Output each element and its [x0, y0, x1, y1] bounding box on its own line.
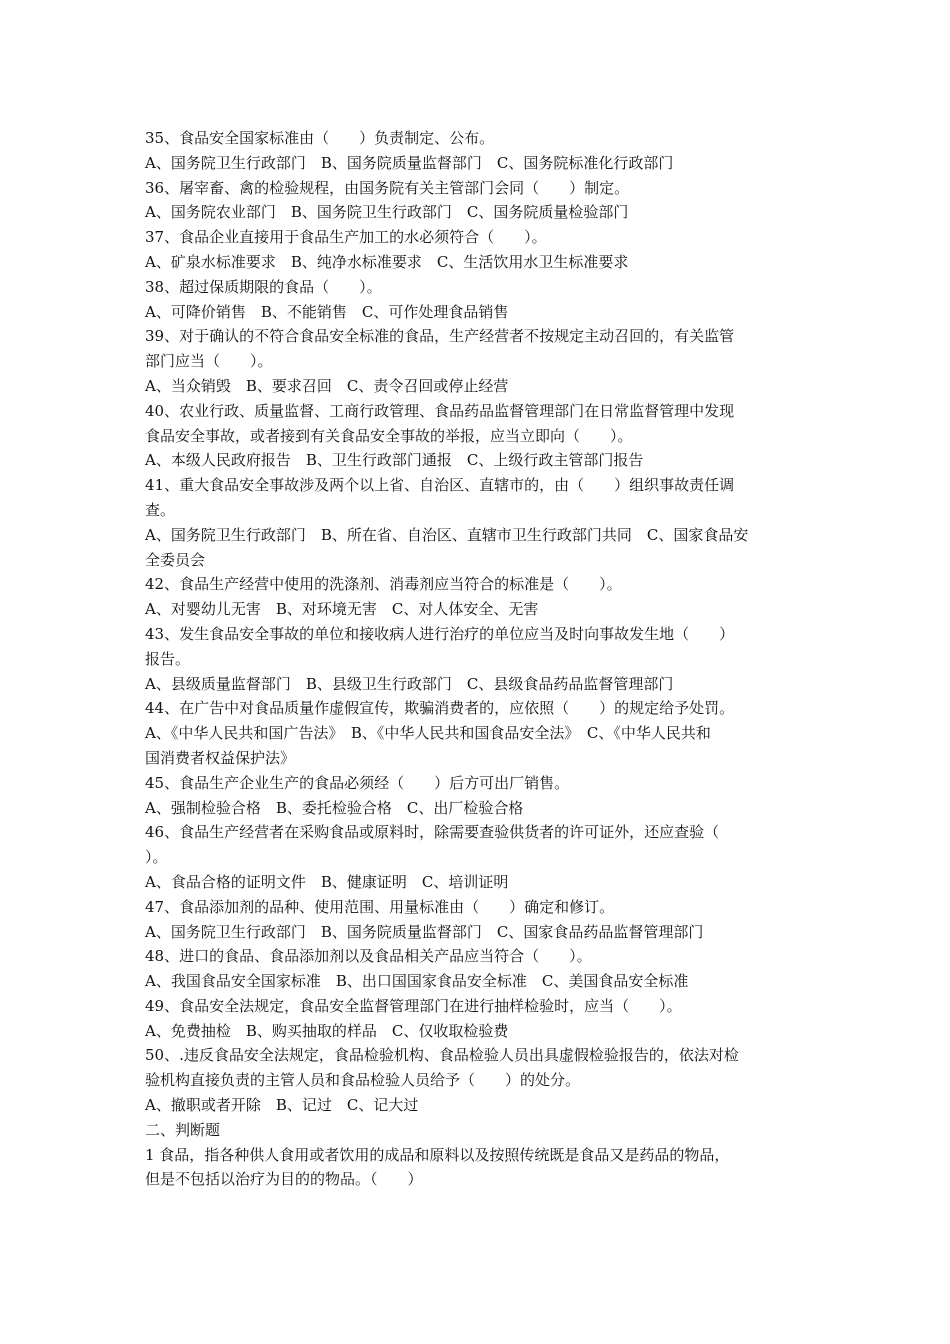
text-line: 1 食品，指各种供人食用或者饮用的成品和原料以及按照传统既是食品又是药品的物品，	[145, 1145, 730, 1164]
text-line: 40、农业行政、质量监督、工商行政管理、食品药品监督管理部门在日常监督管理中发现	[145, 401, 735, 420]
text-line: A、当众销毁 B、要求召回 C、责令召回或停止经营	[145, 376, 509, 395]
text-line: 42、食品生产经营中使用的洗涤剂、消毒剂应当符合的标准是（ ）。	[145, 575, 622, 594]
text-line: A、国务院卫生行政部门 B、国务院质量监督部门 C、国家食品药品监督管理部门	[145, 922, 704, 941]
text-line: A、食品合格的证明文件 B、健康证明 C、培训证明	[145, 872, 509, 891]
text-line: 47、食品添加剂的品种、使用范围、用量标准由（ ）确定和修订。	[145, 897, 615, 916]
text-line: 50、.违反食品安全法规定，食品检验机构、食品检验人员出具虚假检验报告的，依法对检	[145, 1046, 739, 1065]
text-line: ）。	[145, 848, 168, 867]
text-line: 46、食品生产经营者在采购食品或原料时，除需要查验供货者的许可证外，还应查验（	[145, 823, 720, 842]
text-line: 全委员会	[145, 550, 206, 569]
text-line: 39、对于确认的不符合食品安全标准的食品，生产经营者不按规定主动召回的，有关监管	[145, 327, 735, 346]
text-line: 食品安全事故，或者接到有关食品安全事故的举报，应当立即向（ ）。	[145, 426, 633, 445]
text-line: A、我国食品安全国家标准 B、出口国国家食品安全标准 C、美国食品安全标准	[145, 972, 689, 991]
question-text-block	[145, 126, 815, 1192]
text-line: A、矿泉水标准要求 B、纯净水标准要求 C、生活饮用水卫生标准要求	[145, 252, 629, 271]
text-line: 国消费者权益保护法》	[145, 748, 296, 767]
text-line: 36、屠宰畜、禽的检验规程，由国务院有关主管部门会同（ ）制定。	[145, 178, 630, 197]
text-line: A、撤职或者开除 B、记过 C、记大过	[145, 1096, 419, 1115]
text-line: 部门应当（ ）。	[145, 352, 273, 371]
text-line: A、本级人民政府报告 B、卫生行政部门通报 C、上级行政主管部门报告	[145, 451, 644, 470]
text-line: 48、进口的食品、食品添加剂以及食品相关产品应当符合（ ）。	[145, 947, 592, 966]
text-line: A、《中华人民共和国广告法》 B、《中华人民共和国食品安全法》 C、《中华人民共和	[145, 724, 711, 743]
text-line: 报告。	[145, 649, 191, 668]
text-line: A、可降价销售 B、不能销售 C、可作处理食品销售	[145, 302, 509, 321]
text-line: A、对婴幼儿无害 B、对环境无害 C、对人体安全、无害	[145, 600, 539, 619]
text-line: A、县级质量监督部门 B、县级卫生行政部门 C、县级食品药品监督管理部门	[145, 674, 674, 693]
text-line: 35、食品安全国家标准由（ ）负责制定、公布。	[145, 129, 495, 147]
text-line: 验机构直接负责的主管人员和食品检验人员给予（ ）的处分。	[145, 1071, 581, 1090]
text-line: 43、发生食品安全事故的单位和接收病人进行治疗的单位应当及时向事故发生地（ ）	[145, 624, 735, 643]
text-line: 45、食品生产企业生产的食品必须经（ ）后方可出厂销售。	[145, 773, 570, 792]
text-line: 查。	[145, 500, 176, 519]
text-line: 49、食品安全法规定，食品安全监督管理部门在进行抽样检验时，应当（ ）。	[145, 996, 682, 1015]
text-line: 38、超过保质期限的食品（ ）。	[145, 277, 382, 296]
text-line: 但是不包括以治疗为目的的物品。（ ）	[145, 1170, 423, 1189]
text-line: A、国务院农业部门 B、国务院卫生行政部门 C、国务院质量检验部门	[145, 203, 629, 222]
text-line: 41、重大食品安全事故涉及两个以上省、自治区、直辖市的，由（ ）组织事故责任调	[145, 476, 735, 495]
text-line: 44、在广告中对食品质量作虚假宣传，欺骗消费者的，应依照（ ）的规定给予处罚。	[145, 699, 735, 718]
text-line: A、国务院卫生行政部门 B、所在省、自治区、直辖市卫生行政部门共同 C、国家食品安	[145, 525, 749, 544]
text-line: A、免费抽检 B、购买抽取的样品 C、仅收取检验费	[145, 1021, 509, 1040]
text-line: A、强制检验合格 B、委托检验合格 C、出厂检验合格	[145, 798, 524, 817]
text-line: 37、食品企业直接用于食品生产加工的水必须符合（ ）。	[145, 228, 547, 247]
text-line: 二、判断题	[145, 1120, 221, 1139]
text-line: A、国务院卫生行政部门 B、国务院质量监督部门 C、国务院标准化行政部门	[145, 153, 674, 172]
